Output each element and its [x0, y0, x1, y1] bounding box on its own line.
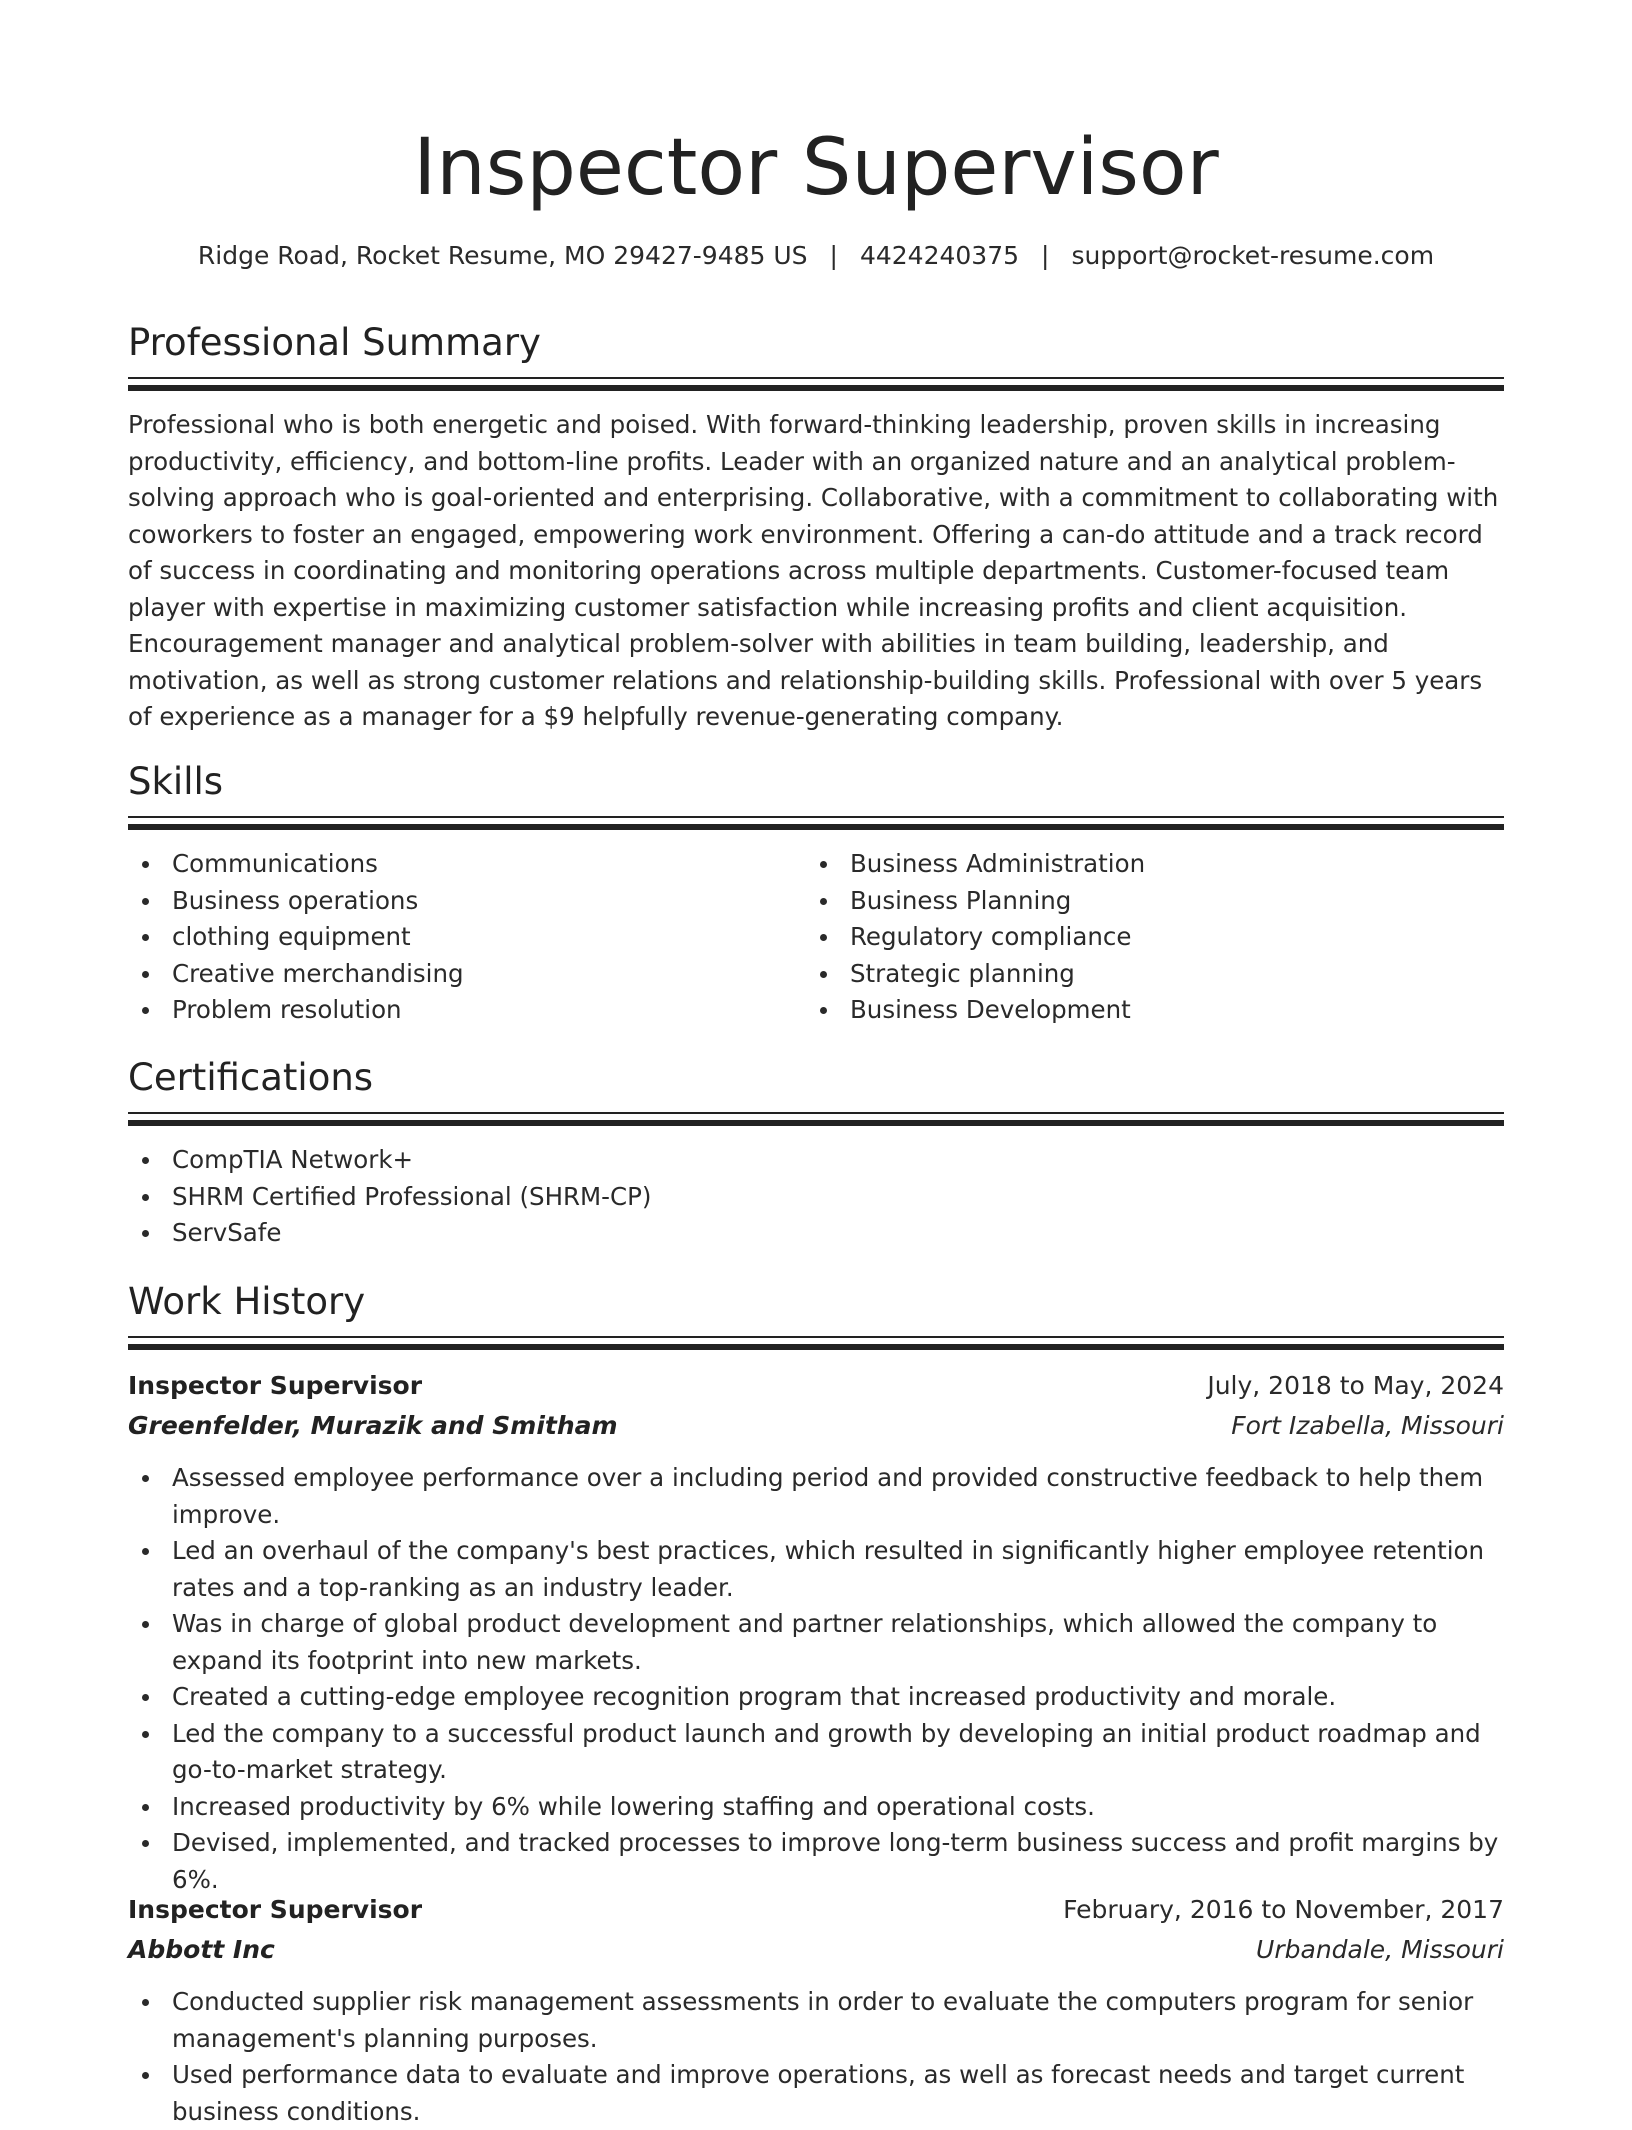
job-dates: February, 2016 to November, 2017 — [1063, 1895, 1504, 1924]
contact-line — [128, 236, 1504, 276]
job-company: Greenfelder, Murazik and Smitham — [128, 1411, 618, 1440]
resume-page — [128, 0, 1504, 2126]
skill-item: clothing equipment — [128, 919, 768, 956]
skill-item: Business Administration — [806, 846, 1486, 883]
section-divider — [128, 1336, 1504, 1350]
job-header-row — [128, 1890, 1504, 1930]
contact-address: Ridge Road, Rocket Resume, MO 29427-9485 US — [197, 241, 808, 270]
job-bullet: Led the company to a successful product launch and growth by developing an initial product roadmap and go-to-market strategy. — [128, 1716, 1504, 1789]
contact-separator: | — [1041, 241, 1050, 270]
job-bullet: Used performance data to evaluate and improve operations, as well as forecast needs and target current business conditions. — [128, 2057, 1504, 2130]
section-title-work-history: Work History — [128, 1280, 366, 1323]
job-dates: July, 2018 to May, 2024 — [1207, 1371, 1504, 1400]
certification-item: CompTIA Network+ — [128, 1142, 1504, 1179]
job-bullets — [128, 1984, 1504, 2130]
certification-item: ServSafe — [128, 1215, 1504, 1252]
job-bullet: Was in charge of global product development and partner relationships, which allowed the company to expand its footprint into new markets. — [128, 1606, 1504, 1679]
job-company: Abbott Inc — [128, 1935, 275, 1964]
skill-item: Business Planning — [806, 883, 1486, 920]
job-company-row — [128, 1930, 1504, 1970]
section-title-certifications: Certifications — [128, 1056, 374, 1099]
skill-item: Strategic planning — [806, 956, 1486, 993]
job-company-row — [128, 1406, 1504, 1446]
section-title-summary: Professional Summary — [128, 321, 541, 364]
job-location: Urbandale, Missouri — [1256, 1935, 1504, 1964]
job-location: Fort Izabella, Missouri — [1231, 1411, 1504, 1440]
job-bullet: Conducted supplier risk management assessments in order to evaluate the computers program for senior management's planning purposes. — [128, 1984, 1504, 2057]
section-divider — [128, 816, 1504, 830]
section-divider — [128, 1112, 1504, 1126]
job-bullet: Assessed employee performance over a including period and provided constructive feedback to help them improve. — [128, 1460, 1504, 1533]
job-bullet: Led an overhaul of the company's best practices, which resulted in significantly higher employee retention rates and a top-ranking as an industry leader. — [128, 1533, 1504, 1606]
contact-email[interactable]: support@rocket-resume.com — [1071, 241, 1435, 270]
job-header-row — [128, 1366, 1504, 1406]
summary-text: Professional who is both energetic and poised. With forward-thinking leadership, proven skills in increasing productivity, efficiency, and bottom-line profits. Leader with an organized nature and an analytical problem-solving approach who is goal-oriented and enterprising. Collaborative, with a commitment to collaborating with coworkers to foster an engaged, empowering work environment. Offering a can-do attitude and a track record of success in coordinating and monitoring operations across multiple departments. Customer-focused team player with expertise in maximizing customer satisfaction while increasing profits and client acquisition. Encouragement manager and analytical problem-solver with abilities in team building, leadership, and motivation, as well as strong customer relations and relationship-building skills. Professional with over 5 years of experience as a manager for a $9 helpfully revenue-generating company. — [128, 410, 1499, 731]
job-title: Inspector Supervisor — [128, 1371, 423, 1400]
skill-item: Communications — [128, 846, 768, 883]
certification-item: SHRM Certified Professional (SHRM-CP) — [128, 1179, 1504, 1216]
skill-item: Regulatory compliance — [806, 919, 1486, 956]
skills-list-left — [128, 846, 768, 1029]
contact-phone: 4424240375 — [859, 241, 1020, 270]
skills-list-right — [806, 846, 1486, 1029]
skill-item: Business Development — [806, 992, 1486, 1029]
job-bullet: Increased productivity by 6% while lowering staffing and operational costs. — [128, 1789, 1504, 1826]
section-divider — [128, 377, 1504, 391]
job-bullets — [128, 1460, 1504, 1898]
section-title-skills: Skills — [128, 760, 224, 803]
job-bullet: Devised, implemented, and tracked processes to improve long-term business success and profit margins by 6%. — [128, 1825, 1504, 1898]
contact-separator: | — [829, 241, 838, 270]
certifications-list — [128, 1142, 1504, 1252]
skill-item: Problem resolution — [128, 992, 768, 1029]
job-bullet: Created a cutting-edge employee recognition program that increased productivity and morale. — [128, 1679, 1504, 1716]
job-title: Inspector Supervisor — [128, 1895, 423, 1924]
skill-item: Creative merchandising — [128, 956, 768, 993]
skill-item: Business operations — [128, 883, 768, 920]
candidate-name: Inspector Supervisor — [413, 123, 1219, 213]
